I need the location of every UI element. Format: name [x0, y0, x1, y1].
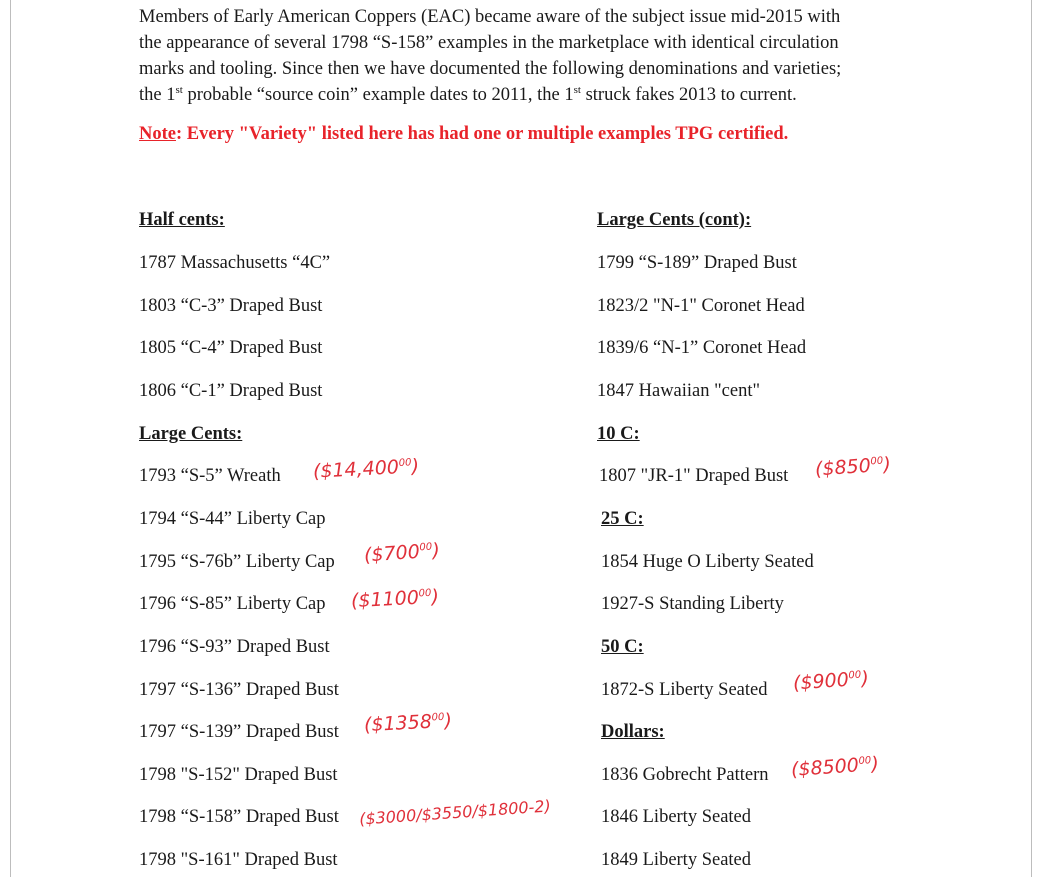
note-text — [139, 124, 788, 145]
list-item-dollar: 1849 Liberty Seated — [601, 850, 752, 870]
handwritten-price-cents: 00 — [398, 457, 412, 469]
superscript-st: st — [175, 83, 183, 96]
heading-dollars: Dollars: — [601, 722, 665, 742]
handwritten-price-value: ($900 — [792, 668, 850, 695]
list-item-25c: 1927-S Standing Liberty — [601, 594, 784, 614]
handwritten-price-s85 — [350, 586, 439, 613]
note-label: Note — [139, 124, 176, 144]
list-item-10c: 1807 "JR-1" Draped Bust — [599, 466, 789, 486]
handwritten-price-value: ($3000/$3550/$1800 — [358, 797, 530, 829]
superscript-st: st — [573, 83, 581, 96]
list-item-large-cent: 1798 “S-158” Draped Bust — [139, 807, 339, 827]
list-item-large-cent: 1794 “S-44” Liberty Cap — [139, 509, 326, 529]
list-item-large-cent: 1798 "S-152" Draped Bust — [139, 765, 338, 785]
handwritten-price-value: ($8500 — [790, 754, 860, 782]
intro-line-4 — [139, 82, 899, 108]
list-item-large-cent-cont: 1839/6 “N-1” Coronet Head — [597, 338, 807, 358]
handwritten-price-close: ) — [882, 453, 892, 476]
heading-50c: 50 C: — [601, 637, 644, 657]
heading-large-cents: Large Cents: — [139, 424, 243, 444]
intro-line-1: Members of Early American Coppers (EAC) became aware of the subject issue mid-2015 with — [139, 7, 841, 27]
handwritten-price-value: ($14,400 — [312, 456, 400, 483]
handwritten-price-close: -2) — [527, 796, 552, 817]
list-item-half-cent: 1805 “C-4” Draped Bust — [139, 338, 323, 358]
list-item-25c: 1854 Huge O Liberty Seated — [601, 552, 814, 572]
handwritten-price-cents: 00 — [418, 587, 432, 600]
list-item-large-cent: 1793 “S-5” Wreath — [139, 466, 281, 486]
list-item-half-cent: 1787 Massachusetts “4C” — [139, 253, 331, 273]
handwritten-price-gobrecht — [790, 753, 879, 781]
heading-25c: 25 C: — [601, 509, 644, 529]
handwritten-price-cents: 00 — [858, 755, 872, 768]
intro-line-4-part-c: struck fakes 2013 to current. — [580, 85, 797, 105]
list-item-large-cent-cont: 1823/2 "N-1" Coronet Head — [597, 296, 805, 316]
list-item-half-cent: 1806 “C-1” Draped Bust — [139, 381, 323, 401]
list-item-dollar: 1846 Liberty Seated — [601, 807, 752, 827]
handwritten-price-s139 — [363, 710, 452, 737]
handwritten-price-value: ($1100 — [350, 586, 420, 613]
list-item-large-cent: 1795 “S-76b” Liberty Cap — [139, 552, 335, 572]
list-item-large-cent-cont: 1847 Hawaiian "cent" — [597, 381, 761, 401]
page-left-border — [10, 0, 11, 877]
handwritten-price-value: ($1358 — [363, 710, 433, 737]
list-item-large-cent: 1796 “S-93” Draped Bust — [139, 637, 330, 657]
list-item-large-cent: 1798 "S-161" Draped Bust — [139, 850, 338, 870]
list-item-dollar: 1836 Gobrecht Pattern — [601, 765, 769, 785]
handwritten-price-close: ) — [431, 539, 441, 562]
handwritten-price-cents: 00 — [419, 541, 433, 554]
intro-paragraph — [139, 4, 899, 108]
handwritten-price-value: ($700 — [363, 540, 421, 567]
intro-line-2: the appearance of several 1798 “S-158” examples in the marketplace with identical circulation — [139, 33, 839, 53]
list-item-large-cent: 1797 “S-136” Draped Bust — [139, 680, 339, 700]
heading-large-cents-cont: Large Cents (cont): — [597, 210, 752, 230]
handwritten-price-close: ) — [443, 709, 453, 733]
handwritten-price-close: ) — [870, 752, 880, 776]
page-right-border — [1031, 0, 1032, 877]
handwritten-price-1872s — [792, 667, 869, 694]
handwritten-price-jr1 — [814, 453, 891, 480]
list-item-large-cent: 1797 “S-139” Draped Bust — [139, 722, 339, 742]
handwritten-price-s158 — [359, 796, 552, 828]
heading-10c: 10 C: — [597, 424, 640, 444]
intro-line-4-part-b: probable “source coin” example dates to 2011, the 1 — [182, 85, 574, 105]
handwritten-price-value: ($850 — [814, 454, 872, 481]
handwritten-price-close: ) — [860, 667, 870, 690]
handwritten-price-cents: 00 — [431, 711, 445, 724]
intro-line-4-part-a: the 1 — [139, 85, 176, 105]
list-item-50c: 1872-S Liberty Seated — [601, 680, 768, 700]
handwritten-price-cents: 00 — [870, 455, 884, 468]
handwritten-price-s5 — [312, 455, 419, 483]
handwritten-price-cents: 00 — [848, 669, 862, 682]
handwritten-price-s76b — [363, 539, 440, 566]
note-body: : Every "Variety" listed here has had one or multiple examples TPG certified. — [175, 124, 789, 144]
handwritten-price-close: ) — [430, 585, 440, 609]
list-item-large-cent-cont: 1799 “S-189” Draped Bust — [597, 253, 797, 273]
list-item-large-cent: 1796 “S-85” Liberty Cap — [139, 594, 326, 614]
handwritten-price-close: ) — [411, 455, 420, 478]
heading-half-cents: Half cents: — [139, 210, 225, 230]
intro-line-3: marks and tooling. Since then we have documented the following denominations and varieties; — [139, 59, 842, 79]
list-item-half-cent: 1803 “C-3” Draped Bust — [139, 296, 323, 316]
